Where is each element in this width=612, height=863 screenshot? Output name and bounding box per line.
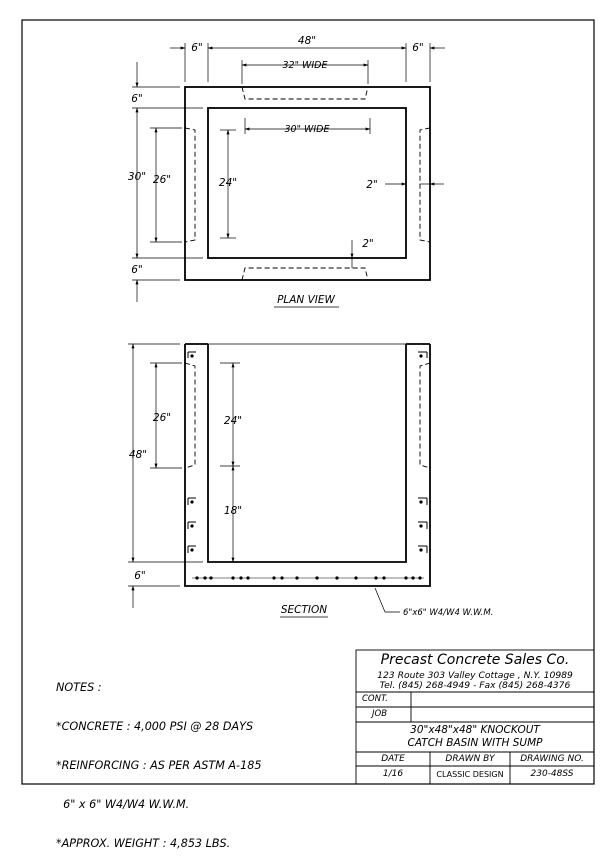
plan-dim-left-bottom: 6" (131, 264, 143, 276)
plan-dim-knockout-width: 32" WIDE (282, 60, 328, 71)
company-phone: Tel. (845) 268-4949 - Fax (845) 268-4376 (379, 680, 571, 691)
plan-dim-right-wall: 2" (366, 179, 378, 191)
section-dim-lower: 18" (223, 505, 243, 517)
plan-view (132, 43, 445, 302)
drawing-title-line2: CATCH BASIN WITH SUMP (407, 737, 543, 749)
plan-dim-bottom-wall: 2" (362, 238, 374, 250)
plan-dim-left-top: 6" (131, 93, 143, 105)
drawing-no-value: 230-48SS (530, 769, 574, 779)
company-address: 123 Route 303 Valley Cottage , N.Y. 10989 (377, 670, 573, 681)
section-view (128, 344, 430, 612)
plan-dim-top-right: 6" (412, 42, 424, 54)
date-value: 1/16 (382, 769, 404, 779)
section-dim-upper: 24" (223, 415, 243, 427)
date-header: DATE (381, 754, 405, 764)
notes-title: NOTES : (56, 681, 102, 694)
section-dim-knockout: 26" (152, 412, 172, 424)
plan-dim-left-inner: 24" (218, 177, 238, 189)
plan-dim-left-knockout: 26" (152, 174, 172, 186)
note-wwm: 6" x 6" W4/W4 W.W.M. (56, 798, 190, 811)
drawing-title-line1: 30"x48"x48" KNOCKOUT (410, 724, 540, 736)
section-dim-height: 48" (128, 449, 148, 461)
plan-dim-top-center: 48" (297, 35, 317, 47)
cont-label: CONT. (362, 694, 388, 704)
section-dim-floor: 6" (134, 570, 146, 582)
job-label: JOB (372, 709, 388, 719)
plan-dim-left-outer: 30" (127, 171, 147, 183)
plan-dim-inner-knockout: 30" WIDE (284, 124, 330, 135)
note-concrete: *CONCRETE : 4,000 PSI @ 28 DAYS (56, 720, 254, 733)
section-wall-rebar (188, 352, 427, 553)
section-inner-wall (208, 344, 406, 562)
general-notes (56, 655, 261, 863)
section-floor-rebar-dots (190, 354, 422, 579)
plan-dim-top-left: 6" (191, 42, 203, 54)
company-name: Precast Concrete Sales Co. (380, 652, 570, 668)
wwm-callout: 6"x6" W4/W4 W.W.M. (403, 608, 494, 618)
section-knockouts (185, 363, 430, 468)
plan-view-label: PLAN VIEW (277, 294, 335, 306)
note-weight: *APPROX. WEIGHT : 4,853 LBS. (56, 837, 231, 850)
drawn-by-header: DRAWN BY (445, 754, 495, 764)
section-left-wall (185, 344, 430, 586)
drawing-no-header: DRAWING NO. (520, 754, 584, 764)
drawn-by-value: CLASSIC DESIGN (436, 770, 504, 779)
section-label: SECTION (280, 604, 328, 616)
note-reinforcing: *REINFORCING : AS PER ASTM A-185 (56, 759, 262, 772)
